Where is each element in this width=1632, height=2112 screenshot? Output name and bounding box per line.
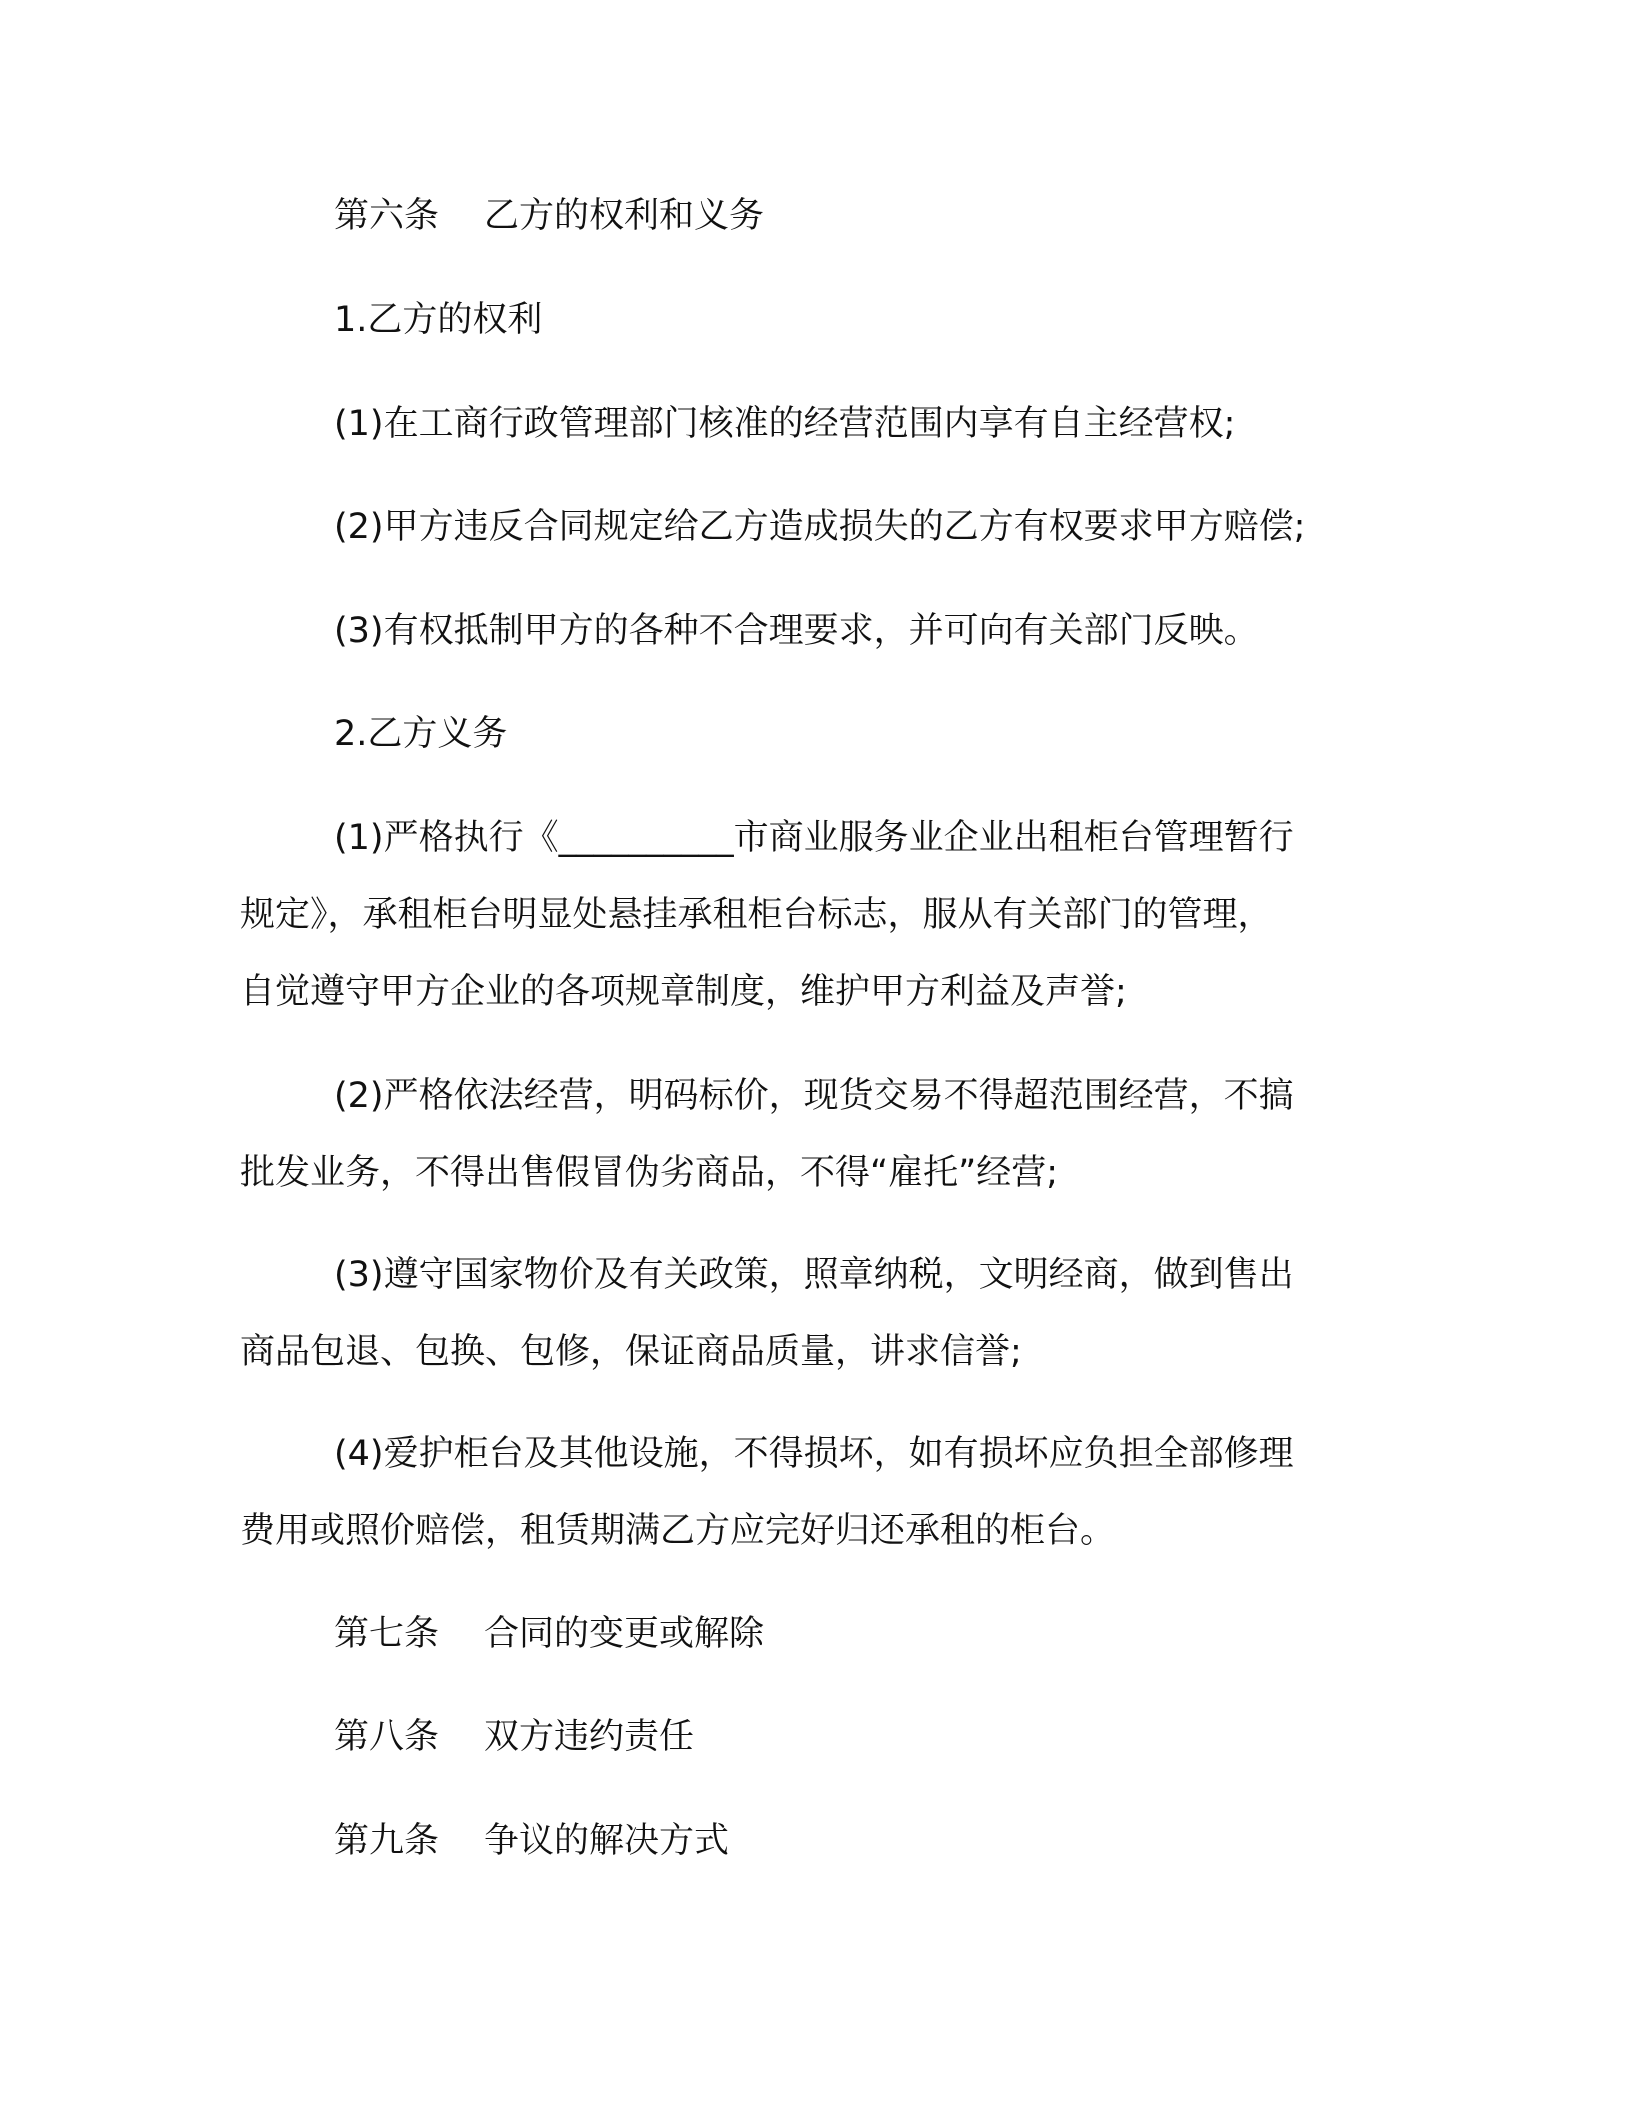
article-number: 第七条 xyxy=(334,1614,440,1654)
obligation-line: 自觉遵守甲方企业的各项规章制度，维护甲方利益及声誉; xyxy=(240,972,1127,1012)
obligations-heading: 2.乙方义务 xyxy=(334,714,508,754)
article-7-heading xyxy=(334,1596,1454,1673)
obligation-line: (4)爱护柜台及其他设施，不得损坏，如有损坏应负担全部修理 xyxy=(334,1434,1294,1474)
obligation-item-2 xyxy=(240,1058,1360,1212)
article-8-heading xyxy=(334,1699,1454,1776)
article-title: 乙方的权利和义务 xyxy=(484,196,765,236)
obligation-line: 批发业务，不得出售假冒伪劣商品，不得“雇托”经营; xyxy=(240,1153,1059,1193)
obligation-line: (1)严格执行《__________市商业服务业企业出租柜台管理暂行 xyxy=(334,818,1294,858)
right-item-2: (2)甲方违反合同规定给乙方造成损失的乙方有权要求甲方赔偿; xyxy=(334,507,1306,547)
obligation-line: (2)严格依法经营，明码标价，现货交易不得超范围经营，不搞 xyxy=(334,1076,1294,1116)
obligation-line: (3)遵守国家物价及有关政策，照章纳税，文明经商，做到售出 xyxy=(334,1255,1294,1295)
article-number: 第九条 xyxy=(334,1821,440,1861)
obligation-line: 费用或照价赔偿，租赁期满乙方应完好归还承租的柜台。 xyxy=(240,1511,1116,1551)
rights-heading: 1.乙方的权利 xyxy=(334,300,543,340)
right-item-1: (1)在工商行政管理部门核准的经营范围内享有自主经营权; xyxy=(334,404,1236,444)
article-title: 合同的变更或解除 xyxy=(484,1614,765,1654)
article-number: 第六条 xyxy=(334,196,440,236)
article-title: 双方违约责任 xyxy=(484,1717,695,1757)
right-item-3: (3)有权抵制甲方的各种不合理要求，并可向有关部门反映。 xyxy=(334,611,1259,651)
article-9-heading xyxy=(334,1803,1454,1880)
article-number: 第八条 xyxy=(334,1717,440,1757)
obligation-item-1 xyxy=(240,800,1360,1031)
obligation-item-3 xyxy=(240,1237,1360,1391)
obligation-line: 规定》，承租柜台明显处悬挂承租柜台标志，服从有关部门的管理， xyxy=(240,895,1273,935)
article-title: 争议的解决方式 xyxy=(484,1821,730,1861)
obligation-item-4 xyxy=(240,1416,1360,1570)
obligation-line: 商品包退、包换、包修，保证商品质量，讲求信誉; xyxy=(240,1332,1022,1372)
article-6-heading xyxy=(334,178,1454,255)
